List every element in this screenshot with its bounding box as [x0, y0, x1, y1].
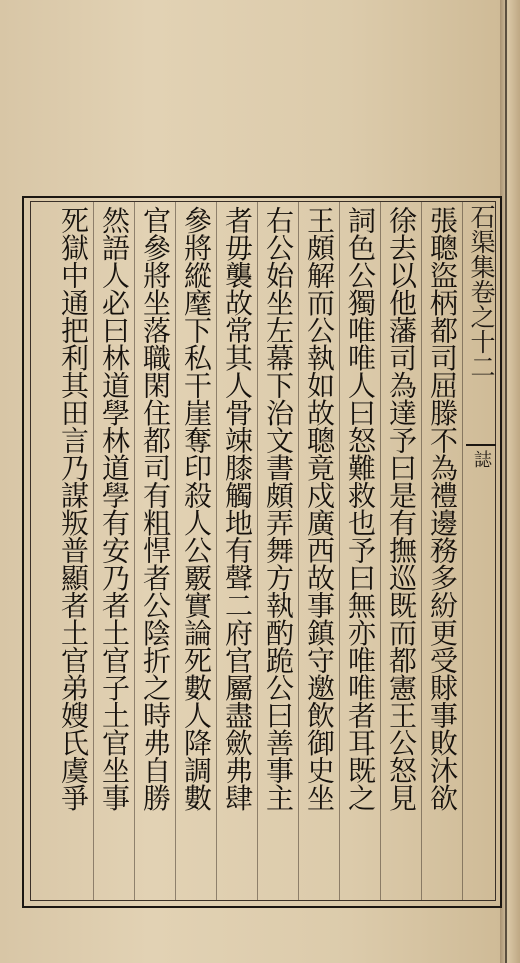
column-rule	[298, 202, 299, 900]
margin-mark: 誌	[471, 450, 492, 468]
text-column-9: 然語人必曰林道學林道學有安乃者土官子土官坐事	[98, 206, 131, 811]
column-rule	[175, 202, 176, 900]
text-column-7: 參將縱麾下私干崖奪印殺人公覈實論死數人降調數	[180, 206, 213, 811]
text-column-1: 張聰盜柄都司屈滕不為禮邊務多紛更受賕事敗沐欲	[426, 206, 459, 811]
text-column-2: 徐去以他藩司為達予曰是有撫巡既而都憲王公怒見	[385, 206, 418, 811]
text-column-8: 官參將坐落職閑住都司有粗悍者公陰折之時弗自勝	[139, 206, 172, 811]
column-rule	[93, 202, 94, 900]
column-rule	[380, 202, 381, 900]
column-rule	[462, 202, 463, 900]
text-column-5: 右公始坐左幕下治文書頗弄舞方執酌跪公曰善事主	[262, 206, 295, 811]
text-column-6: 者毋襲故常其人骨竦膝觸地有聲二府官屬盡歛弗肆	[221, 206, 254, 811]
column-rule	[216, 202, 217, 900]
column-rule	[421, 202, 422, 900]
book-spine	[500, 0, 520, 963]
text-column-3: 詞色公獨唯唯人曰怒難救也予曰無亦唯唯者耳既之	[344, 206, 377, 811]
text-column-4: 王頗解而公執如故聰竟戍廣西故事鎮守邀飲御史坐	[303, 206, 336, 811]
margin-title: 石渠集卷之十二	[467, 204, 496, 379]
column-rule	[134, 202, 135, 900]
text-column-10: 死獄中通把利其田言乃謀叛普顯者土官弟嫂氏虞爭	[57, 206, 90, 811]
spine-edge-line	[505, 0, 507, 963]
fishtail-mark	[466, 444, 496, 446]
column-rule	[257, 202, 258, 900]
column-rule	[339, 202, 340, 900]
